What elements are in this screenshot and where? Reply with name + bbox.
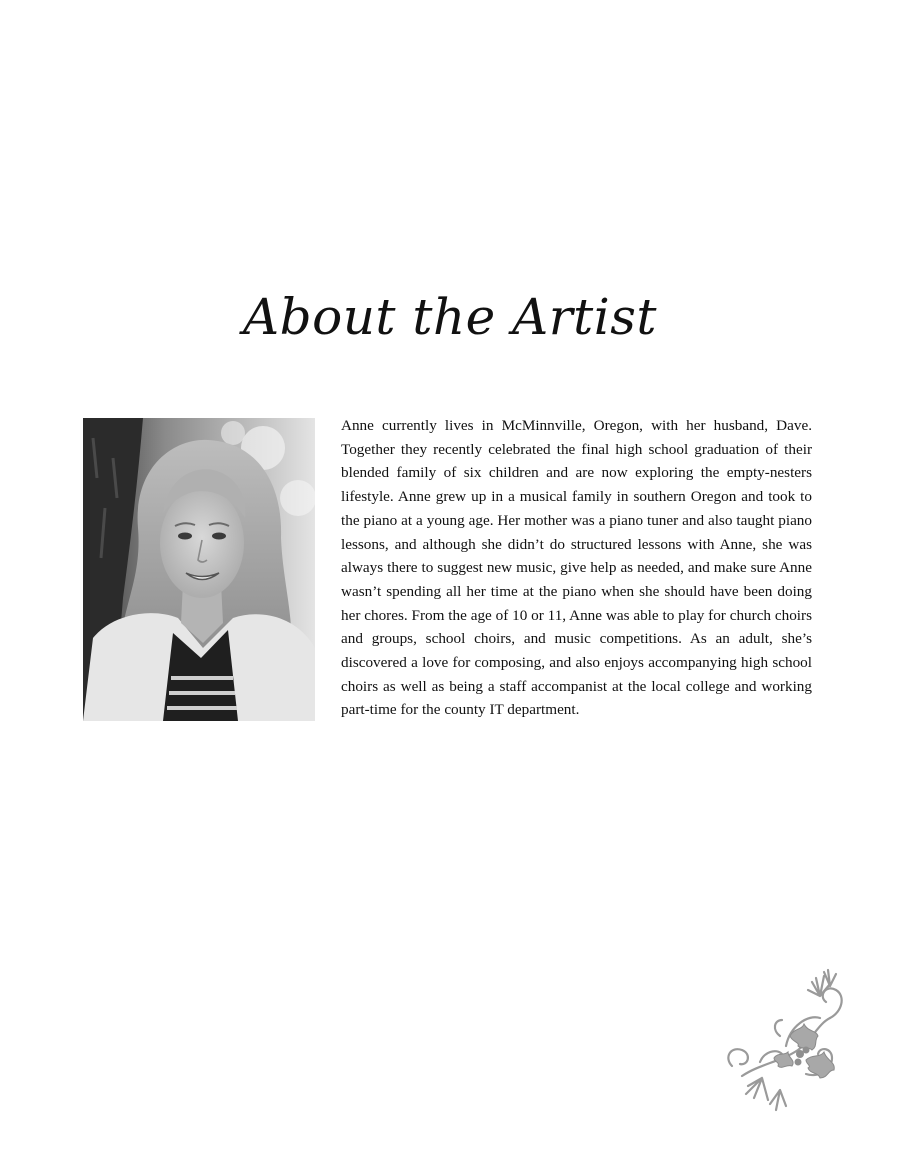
page-title: About the Artist [242,288,658,346]
artist-biography: Anne currently lives in McMinnville, Oregon, with her husband, Dave. Together they recently celebrated the final high school graduation of their blended family of six children and are now exploring the empty-nesters lifestyle. Anne grew up in a musical family in southern Oregon and took to the piano at a young age. Her mother was a piano tuner and also taught piano lessons, and although she didn’t do structured lessons with Anne, she was always there to suggest new music, give help as needed, and make sure Anne wasn’t spending all her time at the piano when she should have been doing her chores. From the age of 10 or 11, Anne was able to play for church choirs and groups, school choirs, and music competitions. As an adult, she’s discovered a love for composing, and also enjoys accompanying high school choirs as well as being a staff accompanist at the local college and working part-time for the county IT department. [341,417,812,719]
artist-portrait-photo [83,418,315,721]
holly-flourish-icon [720,966,850,1114]
